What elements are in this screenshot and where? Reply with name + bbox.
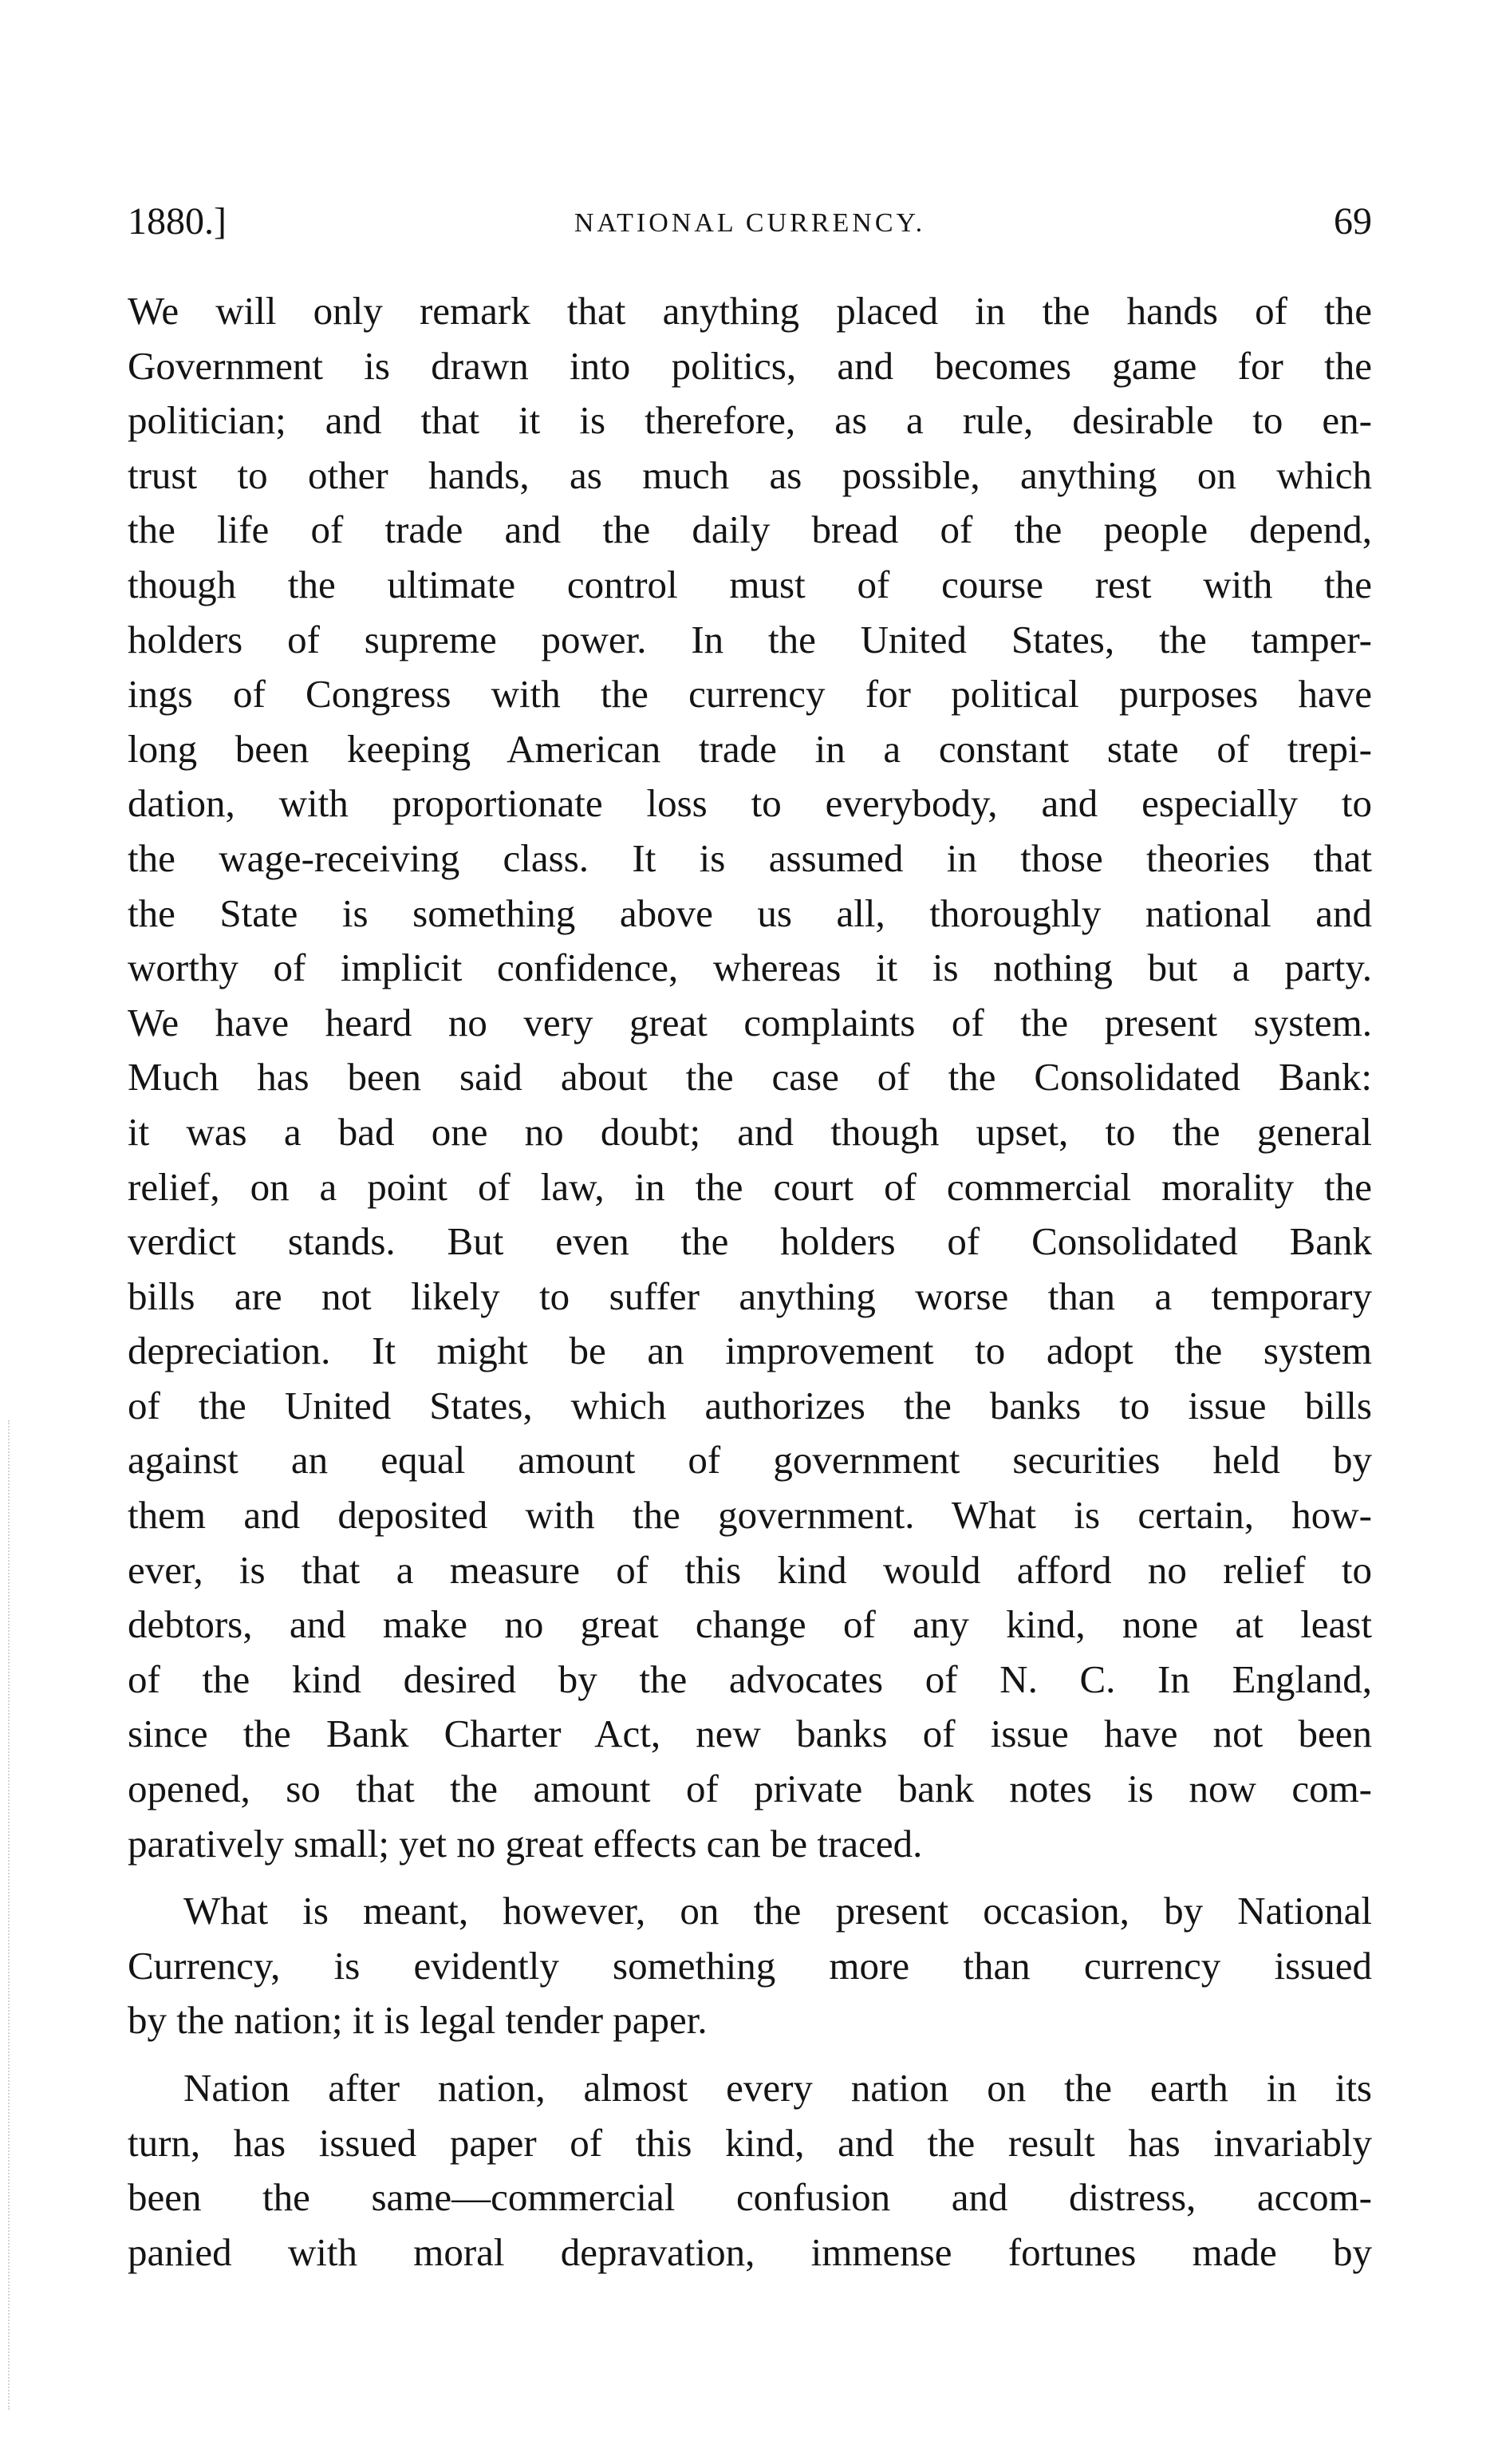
- text-line: Much has been said about the case of the Consolidated Bank:: [128, 1055, 1372, 1100]
- text-line: verdict stands. But even the holders of Consolidated Bank: [128, 1219, 1372, 1264]
- text-line: the State is something above us all, thoroughly national and: [128, 890, 1372, 935]
- text-line: paratively small; yet no great effects can be traced.: [128, 1821, 923, 1866]
- text-line: it was a bad one no doubt; and though upset, to the general: [128, 1109, 1372, 1154]
- text-line: turn, has issued paper of this kind, and the result has invariably: [128, 2120, 1372, 2165]
- text-line: them and deposited with the government. What is certain, how-: [128, 1493, 1372, 1538]
- paragraph-3: [128, 2061, 1372, 2280]
- paragraph-2: [128, 1884, 1372, 2048]
- text-line: Government is drawn into politics, and becomes game for the: [128, 343, 1372, 388]
- text-line: since the Bank Charter Act, new banks of issue have not been: [128, 1712, 1372, 1756]
- text-line: opened, so that the amount of private bank notes is now com-: [128, 1767, 1372, 1811]
- paragraph-1: [128, 284, 1372, 1871]
- text-line: ever, is that a measure of this kind would afford no relief to: [128, 1547, 1372, 1592]
- text-line: dation, with proportionate loss to everybody, and especially to: [128, 781, 1372, 826]
- text-line: Currency, is evidently something more than currency issued: [128, 1943, 1372, 1988]
- text-line: panied with moral depravation, immense fortunes made by: [128, 2229, 1372, 2274]
- text-line: relief, on a point of law, in the court of commercial morality the: [128, 1164, 1372, 1209]
- text-line: holders of supreme power. In the United States, the tamper-: [128, 617, 1372, 661]
- text-line: Nation after nation, almost every nation on the earth in its: [183, 2066, 1372, 2110]
- text-line: ings of Congress with the currency for political purposes have: [128, 672, 1372, 717]
- text-line: of the kind desired by the advocates of N. C. In England,: [128, 1656, 1372, 1701]
- running-head-year: 1880.]: [128, 200, 227, 243]
- text-line: trust to other hands, as much as possible, anything on which: [128, 452, 1372, 497]
- text-line: depreciation. It might be an improvement to adopt the system: [128, 1329, 1372, 1373]
- text-line: by the nation; it is legal tender paper.: [128, 1998, 708, 2043]
- text-line: politician; and that it is therefore, as a rule, desirable to en-: [128, 398, 1372, 443]
- text-line: worthy of implicit confidence, whereas it is nothing but a party.: [128, 946, 1372, 990]
- text-line: the wage-receiving class. It is assumed in those theories that: [128, 835, 1372, 880]
- running-head: [128, 198, 1372, 246]
- text-line: of the United States, which authorizes the banks to issue bills: [128, 1383, 1372, 1427]
- scan-edge-mark: [8, 1420, 11, 2410]
- running-head-title: NATIONAL CURRENCY.: [574, 208, 926, 238]
- text-line: the life of trade and the daily bread of the people depend,: [128, 507, 1372, 552]
- text-line: against an equal amount of government securities held by: [128, 1438, 1372, 1483]
- text-line: What is meant, however, on the present occasion, by National: [183, 1889, 1372, 1933]
- text-line: been the same—commercial confusion and distress, accom-: [128, 2175, 1372, 2220]
- text-line: We have heard no very great complaints of the present system.: [128, 1000, 1372, 1044]
- text-line: bills are not likely to suffer anything worse than a temporary: [128, 1273, 1372, 1318]
- text-line: long been keeping American trade in a constant state of trepi-: [128, 726, 1372, 771]
- text-line: debtors, and make no great change of any kind, none at least: [128, 1602, 1372, 1647]
- book-page: [128, 0, 1372, 2464]
- body-text: [128, 284, 1372, 2280]
- text-line: We will only remark that anything placed in the hands of the: [128, 289, 1372, 333]
- text-line: though the ultimate control must of course rest with the: [128, 562, 1372, 606]
- page-number: 69: [1334, 200, 1372, 243]
